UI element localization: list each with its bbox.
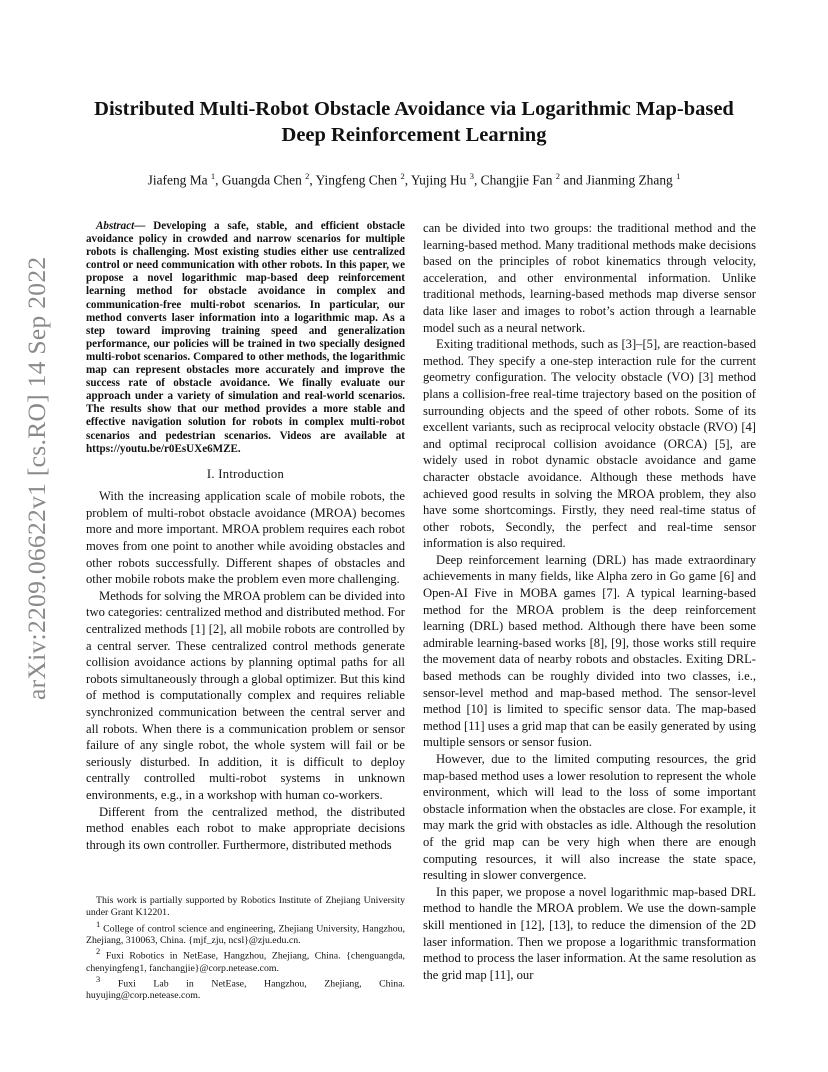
author-name: Yujing Hu [410,172,467,188]
author-name: Guangda Chen [221,172,302,188]
affiliation-footnote-2: $^2$ Fuxi Robotics in NetEase, Hangzhou, Zhejiang, China. {chenguangda, chenyingfeng1, fanchangjie}@corp.netease.com. [86,946,405,974]
abstract: Abstract— Developing a safe, stable, and efficient obstacle avoidance policy in crowded and narrow scenarios for multiple robots is challenging. Most existing studies either use centralized control or need communication with other robots. In this paper, we propose a novel logarithmic map-based deep reinforcement learning method for obstacle avoidance in complex and communication-free multi-robot scenarios. In particular, our method converts laser information into a logarithmic map. As a step toward improving training speed and generalization performance, our policies will be trained in two specially designed multi-robot scenarios. Compared to other methods, the logarithmic map can represent obstacles more accurately and improve the success rate of obstacle avoidance. We finally evaluate our approach under a variety of simulation and real-world scenarios. The results show that our method provides a more stable and effective navigation solution for robots in complex multi-robot scenarios and pedestrian scenarios. Videos are available at https://youtu.be/r0EsUXe6MZE. [86,220,405,455]
paragraph: Deep reinforcement learning (DRL) has made extraordinary achievements in many fields, like Alpha zero in Go game [6] and Open-AI Five in MOBA games [7]. A typical learning-based method for the MROA problem is the deep reinforcement learning (DRL) based method. Although there have been some admirable learning-based works [8], [9], those works still require the movement data of nearby robots and obstacles. Exiting DRL-based methods can be roughly divided into two classes, i.e., sensor-level method and map-based method. The sensor-level method [10] is limited to specific sensor data. The map-based method [11] uses a grid map that can be easily generated by using multiple sensors or sensor fusion. [423,552,756,750]
introduction-body-left [86,466,405,854]
right-column [423,220,756,983]
author-name: Yingfeng Chen [315,172,398,188]
author-name: Changjie Fan [480,172,553,188]
affiliation-footnote-1: $^1$ College of control science and engineering, Zhejiang University, Hangzhou, Zhejiang, 310063, China. {mjf_zju, ncsl}@zju.edu.cn. [86,918,405,946]
author-affiliation-mark: 2 [305,171,310,181]
author-affiliation-mark: 3 [469,171,474,181]
author-affiliation-mark: 1 [210,171,216,181]
paragraph: Different from the centralized method, the distributed method enables each robot to make appropriate decisions through its own controller. Furthermore, distributed methods [86,804,405,852]
paragraph: Exiting traditional methods, such as [3]–[5], are reaction-based method. They specify a one-step interaction rule for the current geometry configuration. The velocity obstacle (VO) [3] method plans a collision-free real-time trajectory based on the position of surrounding objects and the speed of other robots. Some of its excellent variants, such as reciprocal velocity obstacle (RVO) [4] and optimal reciprocal collision avoidance (ORCA) [5], are widely used in robot dynamic obstacle avoidance and game character obstacle avoidance. Although these methods have achieved good results in solving the MROA problem, they also have some shortcomings. Firstly, they need real-time status of other robots, Secondly, the perfect and real-time sensor information is also required. [423,337,756,551]
paragraph: Methods for solving the MROA problem can be divided into two categories: centralized method and distributed method. For centralized methods [1] [2], all mobile robots are controlled by a central server. These centralized control methods generate collision avoidance actions by planning optimal paths for all robots simultaneously through a global optimizer. But this kind of method is computationally complex and requires reliable synchronized communication between the central server and all robots. When there is a communication problem or sensor failure of any single robot, the whole system will fail or be seriously disturbed. In addition, it is difficult to deploy centrally controlled multi-robot systems in unknown environments, e.g., in a workshop with human co-workers. [86,588,405,802]
affiliation-footnote-3: $^3$ Fuxi Lab in NetEase, Hangzhou, Zhejiang, China. huyujing@corp.netease.com. [86,974,405,1002]
paragraph: In this paper, we propose a novel logarithmic map-based DRL method to handle the MROA problem. We use the down-sample skill mentioned in [12], [13], to reduce the dimension of the 2D laser information. Then we propose a logarithmic transformation method to process the laser information. At the same resolution as the grid map [11], our [423,884,756,982]
left-column [86,220,405,853]
author-affiliation-mark: 2 [400,171,405,181]
paragraph: With the increasing application scale of mobile robots, the problem of multi-robot obstacle avoidance (MROA) becomes more and more important. MROA problem requires each robot moves from one point to another while avoiding obstacles and other robots successfully. Different shapes of obstacles and other mobile robots make the problem even more challenging. [86,489,405,587]
paragraph: However, due to the limited computing resources, the grid map-based method uses a lower resolution to represent the whole environment, which will lead to the loss of some important obstacle information when the obstacles are close. For example, it may mark the grid with obstacles as idle. Although the resolution of the grid map can be very high when there are enough computing resources, it will also increase the state space, resulting in slower convergence. [423,752,756,883]
paper-title: Distributed Multi-Robot Obstacle Avoidance via Logarithmic Map-based Deep Reinforcement Learning [94,98,734,146]
author-name: Jiafeng Ma [147,172,208,188]
author-affiliation-mark: 1 [676,171,681,181]
author-list: Jiafeng Ma $^1$, Guangda Chen $^2$, Yingfeng Chen $^2$, Yujing Hu $^3$, Changjie Fan $^2$ and Jianming Zhang $^1$ [147,171,681,188]
paragraph: can be divided into two groups: the traditional method and the learning-based method. Many traditional methods make decisions based on the principles of robot kinematics through velocity, acceleration, and other environmental information. Unlike traditional methods, learning-based methods map diverse sensor data like laser and images to robot’s action through a learnable model such as a neural network. [423,221,756,335]
footnote-mark: 1 [96,918,101,929]
section-heading: I. Introduction [206,466,285,481]
funding-footnote: This work is partially supported by Robotics Institute of Zhejiang University under Grant K12201. [86,895,405,918]
abstract-text: Developing a safe, stable, and efficient obstacle avoidance policy in crowded and narrow scenarios for multiple robots is challenging. Most existing studies either use centralized control or need communication with other robots. In this paper, we propose a novel logarithmic map-based deep reinforcement learning method for obstacle avoidance in complex and communication-free multi-robot scenarios. In particular, our method converts laser information into a logarithmic map. As a step toward improving training speed and generalization performance, our policies will be trained in two specially designed multi-robot scenarios. Compared to other methods, the logarithmic map can represent obstacles more accurately and improve the success rate of obstacle avoidance. We finally evaluate our approach under a variety of simulation and real-world scenarios. The results show that our method provides a more stable and effective navigation solution for robots in complex multi-robot scenarios and pedestrian scenarios. Videos are available at https://youtu.be/r0EsUXe6MZE. [86,220,405,455]
abstract-label: Abstract [96,220,135,232]
author-name: Jianming Zhang [586,172,673,188]
footnote-mark: 2 [96,946,101,957]
author-affiliation-mark: 2 [555,171,561,181]
arxiv-identifier: arXiv:2209.06622v1 [cs.RO] 14 Sep 2022 [22,256,51,700]
footnote-mark: 3 [96,974,101,985]
footnotes [86,895,405,1002]
